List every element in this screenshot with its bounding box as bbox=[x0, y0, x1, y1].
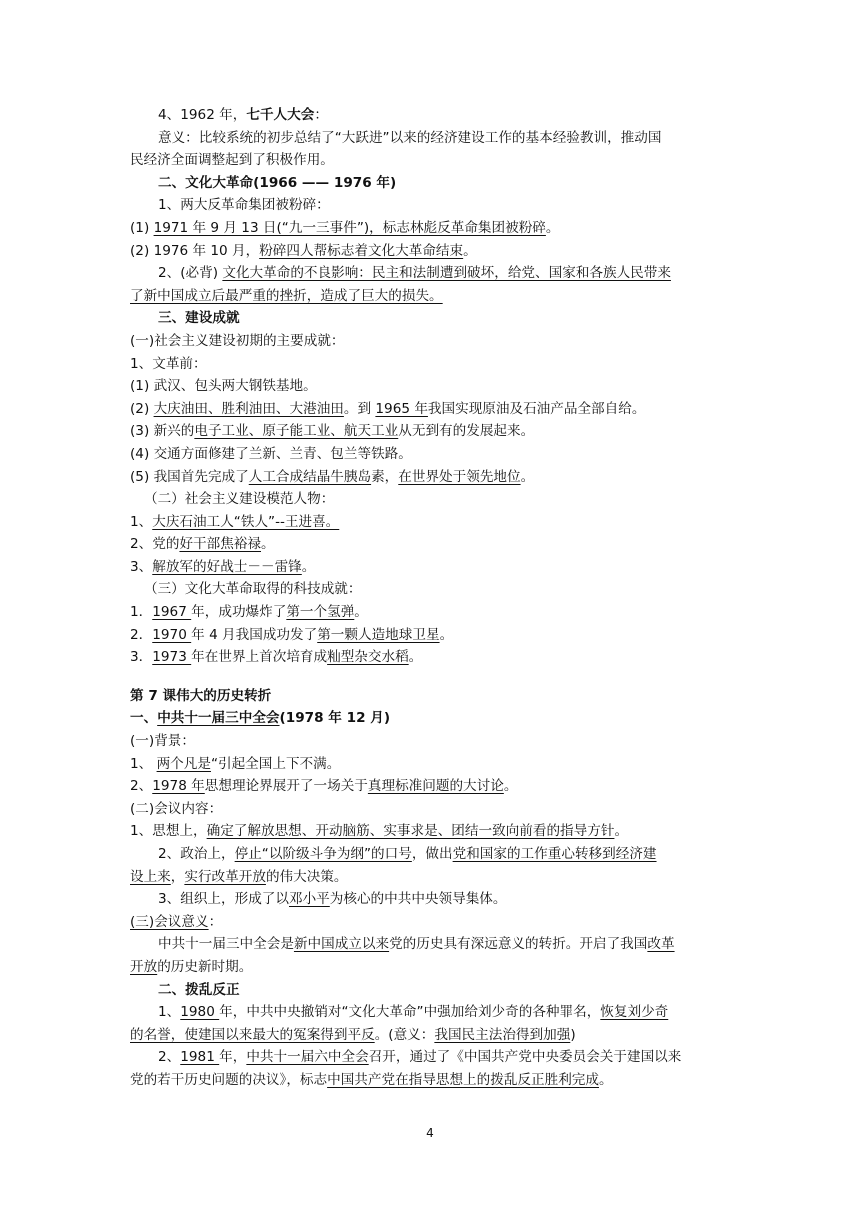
text-line bbox=[130, 707, 732, 730]
text-segment: 召开，通过了《中国共产党中央委员会关于建国以来 bbox=[368, 1049, 682, 1066]
underlined-text: 中共十一届三中全会 bbox=[157, 710, 280, 727]
underlined-text: 的名誉，使建国以来最大的冤案得到平反 bbox=[130, 1026, 375, 1043]
text-segment: (二)会议内容： bbox=[130, 800, 223, 817]
text-segment: 。 bbox=[301, 558, 316, 575]
text-line bbox=[130, 194, 732, 217]
bold-text: 第 7 课伟大的历史转折 bbox=[130, 687, 272, 704]
text-line bbox=[130, 488, 732, 511]
underlined-text: 中共十一届六中全会 bbox=[246, 1049, 369, 1066]
underlined-text: 实行改革开放 bbox=[184, 868, 266, 885]
text-segment: (1) 武汉、包头两大钢铁基地。 bbox=[130, 378, 317, 395]
underlined-text: 1967 bbox=[152, 604, 192, 621]
text-segment: 。 bbox=[614, 823, 629, 840]
text-line bbox=[130, 330, 732, 353]
underlined-text: 大庆油田、胜利油田、大港油田 bbox=[153, 400, 344, 417]
text-segment: 3、 bbox=[130, 558, 153, 575]
text-segment: 我国实现原油及石油产品全部自给。 bbox=[427, 400, 646, 417]
underlined-text: 1980 bbox=[180, 1004, 220, 1021]
bold-text: 二、文化大革命(1966 —— 1976 年) bbox=[158, 174, 397, 191]
text-segment: 意义：比较系统的初步总结了“大跃进”以来的经济建设工作的基本经验教训，推动国 bbox=[158, 129, 662, 146]
text-line bbox=[130, 172, 732, 195]
text-segment: 为核心的中共中央领导集体。 bbox=[329, 891, 507, 908]
underlined-text: 第一个氢弹 bbox=[286, 604, 355, 621]
text-segment: 。 bbox=[545, 219, 560, 236]
text-segment: 思想理论界展开了一场关于 bbox=[204, 778, 368, 795]
text-line bbox=[130, 646, 732, 669]
underlined-text: 1981 bbox=[180, 1049, 220, 1066]
underlined-text: 1973 bbox=[152, 649, 192, 666]
underlined-text: 好干部焦裕禄 bbox=[179, 536, 261, 553]
underlined-text: 解放军的好战士－－雷锋 bbox=[152, 558, 302, 575]
bold-text: (1978 年 12 月) bbox=[279, 710, 391, 727]
text-segment: (2) bbox=[130, 400, 154, 417]
text-line bbox=[130, 466, 732, 489]
text-line bbox=[130, 820, 732, 843]
text-line bbox=[130, 753, 732, 776]
text-line bbox=[130, 240, 732, 263]
underlined-text: 恢复刘少奇 bbox=[600, 1004, 669, 1021]
text-line bbox=[130, 420, 732, 443]
text-segment: ) bbox=[570, 1026, 576, 1043]
text-line bbox=[130, 866, 732, 889]
text-segment: (2) 1976 年 10 月， bbox=[130, 242, 260, 259]
text-segment: （三）文化大革命取得的科技成就： bbox=[144, 581, 362, 598]
text-segment: 1、文革前： bbox=[130, 355, 207, 372]
text-segment: 2、(必背) bbox=[158, 265, 223, 282]
text-line bbox=[130, 127, 732, 150]
underlined-text: 1971 年 9 月 13 日(“九一三事件”)，标志林彪反革命集团被粉碎 bbox=[153, 219, 546, 236]
text-line bbox=[130, 1046, 732, 1069]
text-segment: 民经济全面调整起到了积极作用。 bbox=[130, 152, 334, 169]
text-segment: (1) bbox=[130, 219, 154, 236]
text-line bbox=[130, 375, 732, 398]
text-segment: 。 bbox=[261, 536, 275, 553]
text-line bbox=[130, 933, 732, 956]
text-segment: “引起全国上下不满。 bbox=[210, 755, 341, 772]
document-body bbox=[130, 104, 732, 1092]
underlined-text: 改革 bbox=[647, 936, 675, 953]
text-segment: 党的若干历史问题的决议》，标志 bbox=[130, 1071, 328, 1088]
text-line bbox=[130, 843, 732, 866]
text-segment: (5) 我国首先完成了 bbox=[130, 468, 249, 485]
bold-text: 三、建设成就 bbox=[158, 310, 240, 327]
underlined-text: (三)会议意义 bbox=[130, 913, 209, 930]
text-segment: 2、政治上， bbox=[158, 846, 235, 862]
underlined-text: 新中国成立以来 bbox=[293, 936, 390, 953]
text-segment: 。 bbox=[598, 1071, 613, 1088]
underlined-text: 1970 bbox=[152, 626, 192, 643]
text-segment: 3． bbox=[130, 649, 153, 666]
underlined-text: 党和国家的工作重心转移到经济建 bbox=[452, 846, 657, 862]
text-line bbox=[130, 307, 732, 330]
text-line bbox=[130, 262, 732, 285]
underlined-text: 确定了解放思想、开动脑筋、实事求是、团结一致向前看的指导方针 bbox=[206, 823, 615, 840]
text-segment: 2、党的 bbox=[130, 536, 180, 553]
text-line bbox=[130, 888, 732, 911]
underlined-text: 我国民主法治得到加强 bbox=[434, 1026, 571, 1043]
text-segment: ， bbox=[170, 868, 185, 885]
text-line bbox=[130, 956, 732, 979]
text-segment: ： bbox=[208, 913, 223, 930]
text-line bbox=[130, 979, 732, 1002]
underlined-text: 了新中国成立后最严重的挫折，造成了巨大的损失。 bbox=[130, 287, 443, 304]
text-segment: 。 bbox=[503, 778, 518, 795]
text-segment: 。 bbox=[439, 626, 454, 643]
text-line bbox=[130, 1069, 732, 1092]
text-segment: 年， bbox=[219, 1049, 247, 1066]
text-segment: 1、 bbox=[130, 513, 153, 530]
text-segment: 年 4 月我国成功发了 bbox=[191, 626, 318, 643]
underlined-text: 大庆石油工人“铁人”--王进喜。 bbox=[152, 513, 340, 530]
text-segment: 2、 bbox=[130, 778, 153, 795]
text-segment: 从无到有的发展起来。 bbox=[398, 423, 535, 440]
text-segment: 中共十一届三中全会是 bbox=[158, 936, 294, 953]
underlined-text: 1965 年 bbox=[375, 400, 428, 417]
underlined-text: 在世界处于领先地位 bbox=[398, 468, 521, 485]
bold-text: 一、 bbox=[130, 710, 158, 727]
text-segment: 2、 bbox=[158, 1049, 181, 1066]
text-segment: 。 bbox=[354, 604, 368, 621]
text-line bbox=[130, 443, 732, 466]
text-line bbox=[130, 556, 732, 579]
text-segment: (4) 交通方面修建了兰新、兰青、包兰等铁路。 bbox=[130, 445, 412, 462]
page-number: 4 bbox=[426, 1126, 434, 1140]
text-segment: 1、 bbox=[130, 755, 157, 772]
underlined-text: 设上来 bbox=[130, 868, 171, 885]
text-segment: 1． bbox=[130, 604, 153, 621]
text-segment: 年，成功爆炸了 bbox=[191, 604, 287, 621]
text-line bbox=[130, 578, 732, 601]
underlined-text: 中国共产党在指导思想上的拨乱反正胜利完成 bbox=[327, 1071, 599, 1088]
text-line bbox=[130, 353, 732, 376]
underlined-text: 籼型杂交水稻 bbox=[327, 649, 409, 666]
text-segment: ： bbox=[314, 107, 328, 123]
text-segment: 素， bbox=[371, 468, 399, 485]
text-segment: (一)背景： bbox=[130, 733, 195, 750]
underlined-text: 邓小平 bbox=[289, 891, 330, 908]
text-segment: 3、组织上，形成了以 bbox=[158, 891, 289, 908]
text-segment: 。(意义： bbox=[374, 1026, 435, 1043]
text-segment: 。 bbox=[408, 649, 423, 666]
text-segment: 4、1962 年， bbox=[158, 107, 247, 123]
text-segment: (3) 新兴的 bbox=[130, 423, 195, 440]
text-line bbox=[130, 398, 732, 421]
text-line bbox=[130, 798, 732, 821]
text-segment: 1、 bbox=[158, 1004, 181, 1021]
text-segment: 1、两大反革命集团被粉碎： bbox=[158, 197, 330, 214]
text-segment: 1、思想上， bbox=[130, 823, 207, 840]
text-segment: 年，中共中央撤销对“文化大革命”中强加给刘少奇的各种罪名， bbox=[219, 1004, 601, 1021]
underlined-text: 第一颗人造地球卫星 bbox=[317, 626, 440, 643]
text-line bbox=[130, 104, 732, 127]
text-line bbox=[130, 1024, 732, 1047]
blank-line bbox=[130, 669, 732, 685]
text-segment: （二）社会主义建设模范人物： bbox=[144, 491, 335, 508]
text-line bbox=[130, 1001, 732, 1024]
text-segment: 党的历史具有深远意义的转折。开启了我国 bbox=[389, 936, 648, 953]
underlined-text: 文化大革命的不良影响：民主和法制遭到破坏，给党、国家和各族人民带来 bbox=[222, 265, 671, 282]
text-line bbox=[130, 511, 732, 534]
text-line bbox=[130, 285, 732, 308]
underlined-text: 电子工业、原子能工业、航天工业 bbox=[194, 423, 399, 440]
text-line bbox=[130, 533, 732, 556]
text-segment: 的伟大决策。 bbox=[265, 868, 348, 885]
text-segment: 的历史新时期。 bbox=[157, 958, 253, 975]
text-line bbox=[130, 775, 732, 798]
text-segment: (一)社会主义建设初期的主要成就： bbox=[130, 332, 345, 349]
text-segment: 年在世界上首次培育成 bbox=[191, 649, 328, 666]
underlined-text: 停止“以阶级斗争为纲”的口号 bbox=[234, 846, 412, 862]
text-line bbox=[130, 217, 732, 240]
underlined-text: 1978 年 bbox=[152, 778, 205, 795]
text-line bbox=[130, 149, 732, 172]
text-line bbox=[130, 624, 732, 647]
underlined-text: 真理标准问题的大讨论 bbox=[367, 778, 504, 795]
bold-text: 二、拨乱反正 bbox=[158, 981, 240, 998]
underlined-text: 开放 bbox=[130, 958, 158, 975]
text-segment: 。 bbox=[463, 242, 477, 259]
underlined-text: 粉碎四人帮标志着文化大革命结束 bbox=[259, 242, 464, 259]
bold-text: 七千人大会 bbox=[246, 107, 315, 123]
text-line bbox=[130, 601, 732, 624]
text-segment: ，做出 bbox=[411, 846, 453, 862]
underlined-text: 两个凡是 bbox=[156, 755, 211, 772]
text-segment: 2． bbox=[130, 626, 153, 643]
text-line bbox=[130, 911, 732, 934]
text-segment: 。 bbox=[520, 468, 535, 485]
text-line bbox=[130, 685, 732, 708]
text-line bbox=[130, 730, 732, 753]
underlined-text: 人工合成结晶牛胰岛 bbox=[248, 468, 372, 485]
text-segment: 。到 bbox=[343, 400, 376, 417]
